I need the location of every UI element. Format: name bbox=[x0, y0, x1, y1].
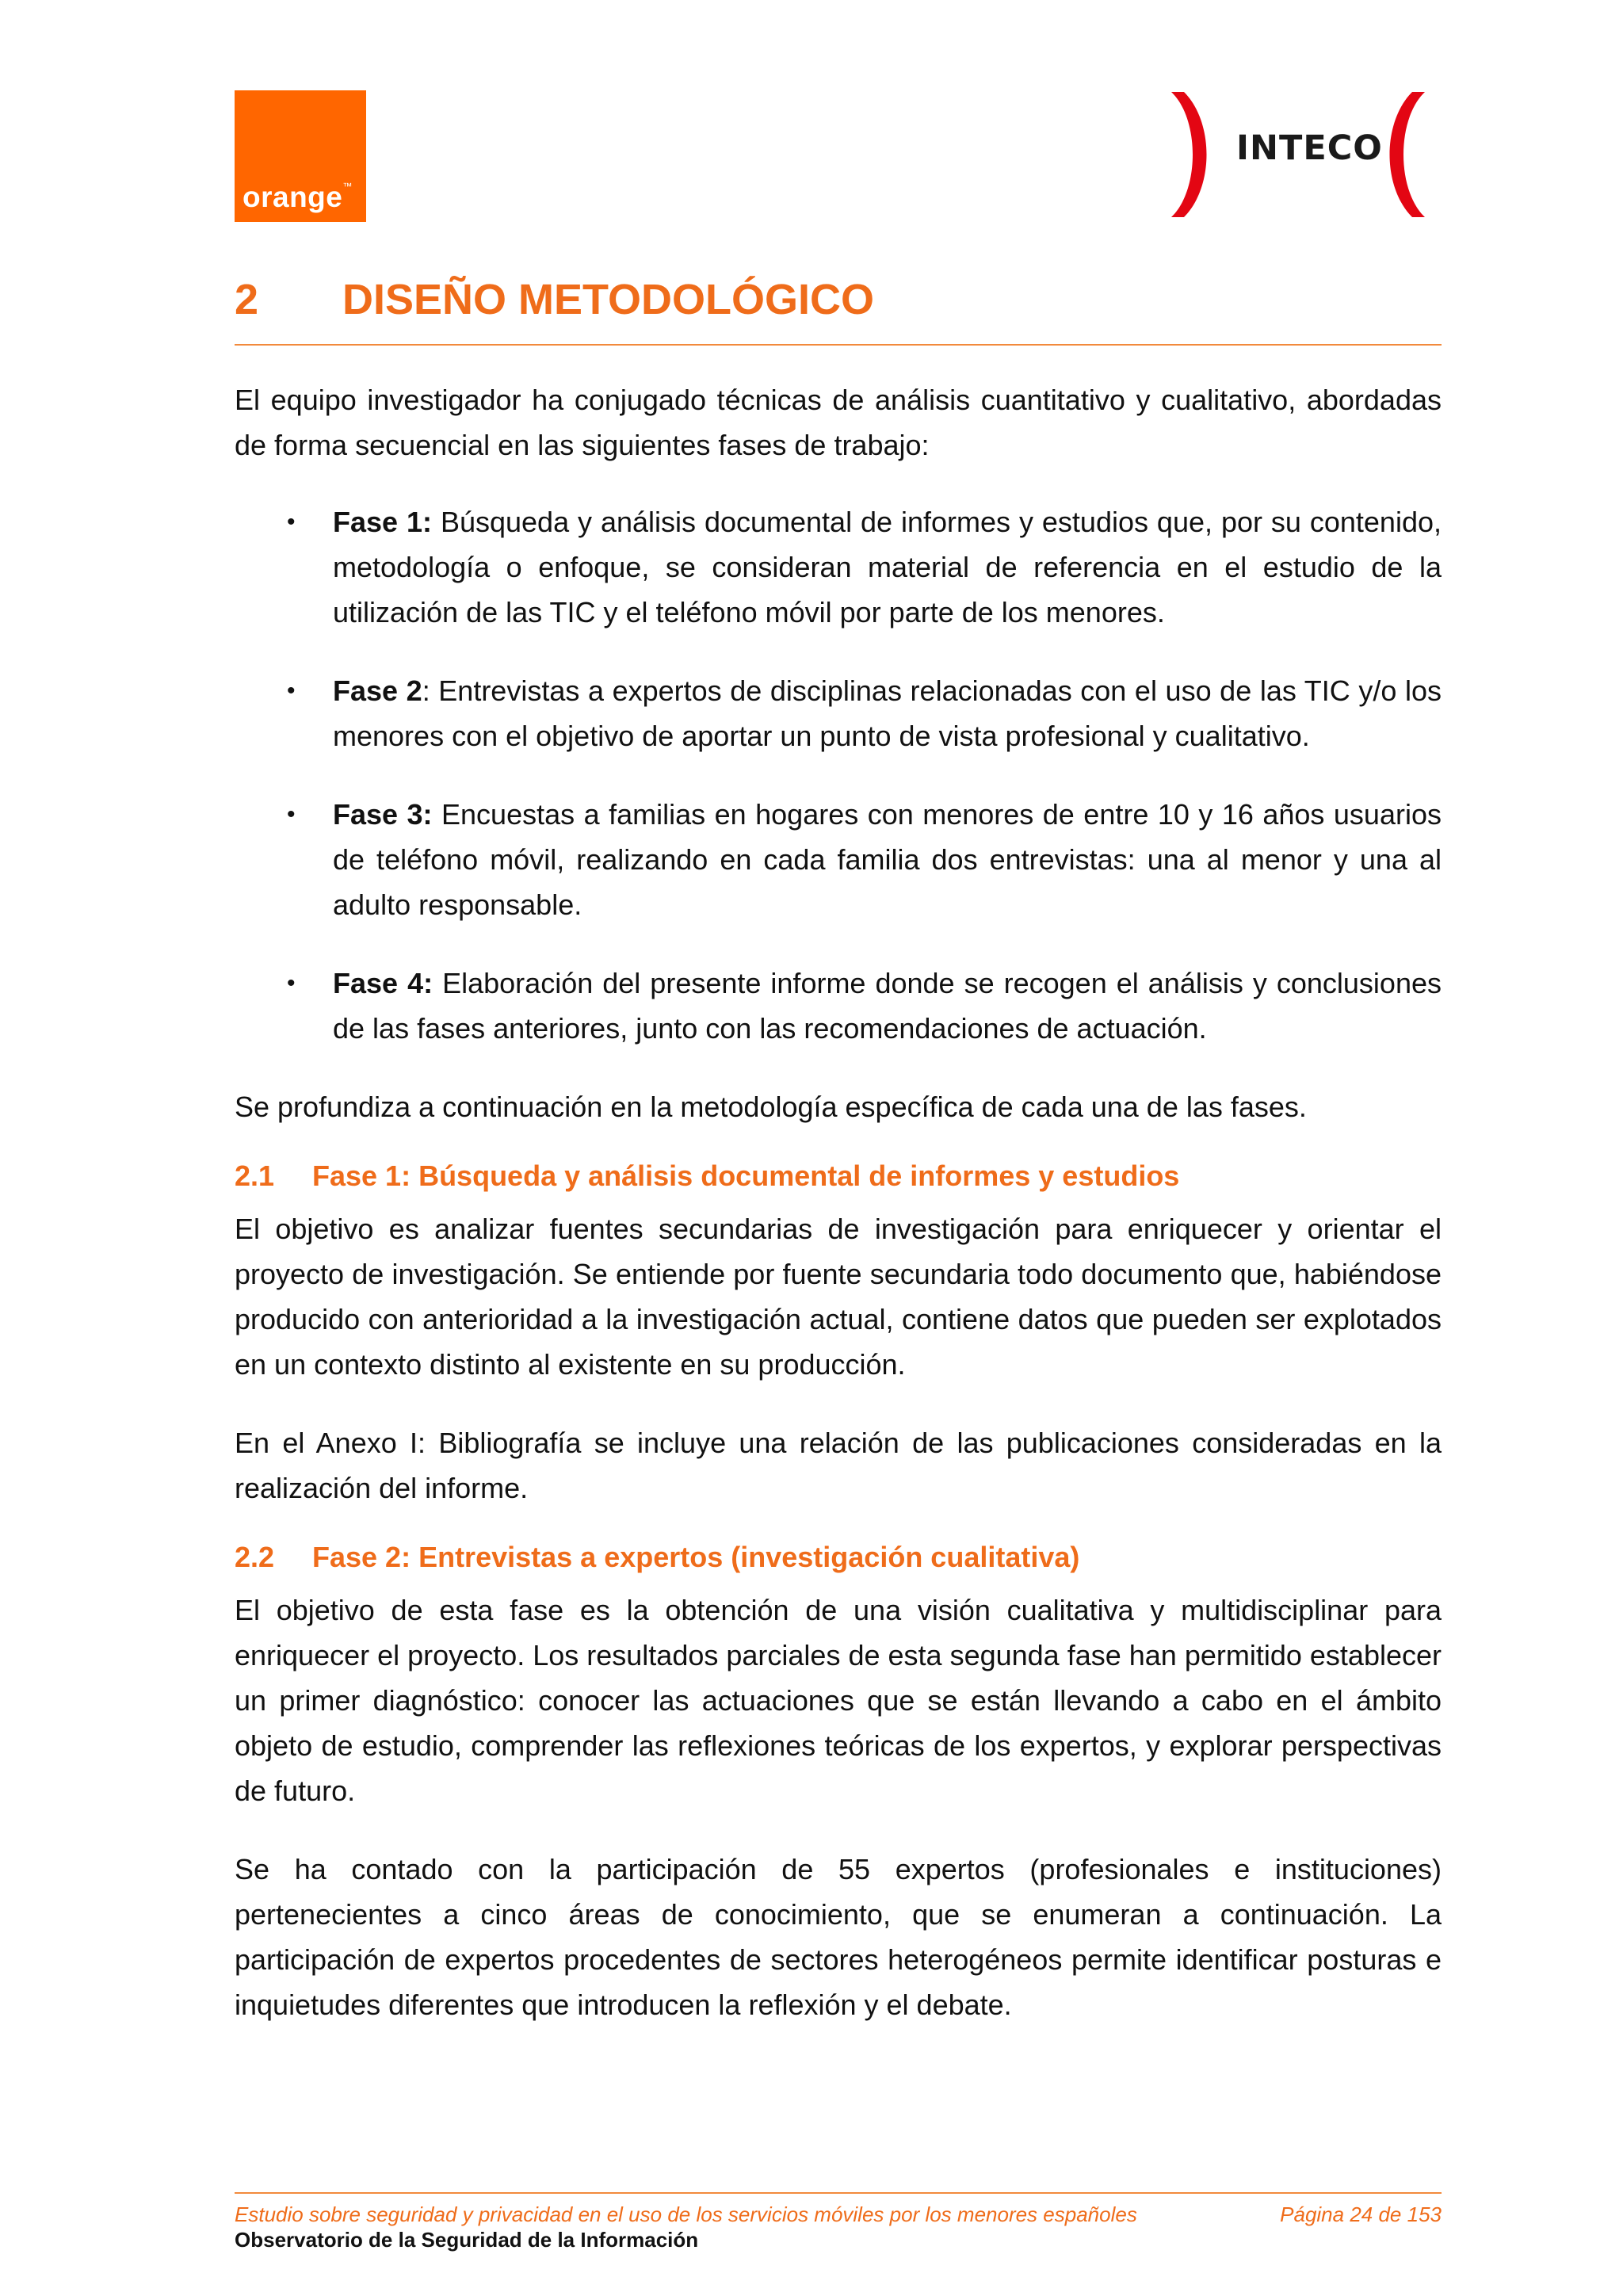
section-closing: Se profundiza a continuación en la metodología específica de cada una de las fases. bbox=[235, 1091, 1307, 1123]
section-number: 2 bbox=[235, 276, 259, 323]
main-content bbox=[235, 266, 1442, 2027]
inteco-logo bbox=[1154, 87, 1447, 222]
subsection-heading-2-1 bbox=[235, 1153, 1442, 1198]
page-number: Página 24 de 153 bbox=[1280, 2202, 1442, 2226]
footer-study-title: Estudio sobre seguridad y privacidad en el uso de los servicios móviles por los menores españoles bbox=[235, 2202, 1137, 2226]
inteco-logo-text: INTECO bbox=[1236, 128, 1383, 168]
subsection-title: Fase 1: Búsqueda y análisis documental de informes y estudios bbox=[312, 1159, 1180, 1192]
list-item bbox=[235, 792, 1442, 927]
subsection-title: Fase 2: Entrevistas a expertos (investigación cualitativa) bbox=[312, 1541, 1080, 1573]
phase-text: Búsqueda y análisis documental de informes y estudios que, por su contenido, metodología o enfoque, se consideran material de referencia en el estudio de la utilización de las TIC y el teléfono móvil por parte de los menores. bbox=[333, 506, 1442, 628]
orange-logo bbox=[235, 90, 366, 222]
subsection-number: 2.2 bbox=[235, 1541, 275, 1573]
subsection-number: 2.1 bbox=[235, 1159, 275, 1192]
section-heading bbox=[235, 266, 1442, 333]
bullet-icon: • bbox=[287, 970, 296, 996]
heading-divider bbox=[235, 344, 1442, 346]
paragraph: En el Anexo I: Bibliografía se incluye una relación de las publicaciones consideradas en la realización del informe. bbox=[235, 1427, 1442, 1504]
section-title: DISEÑO METODOLÓGICO bbox=[342, 276, 875, 323]
bullet-icon: • bbox=[287, 678, 296, 704]
list-item bbox=[235, 668, 1442, 758]
footer-divider bbox=[235, 2192, 1442, 2194]
bullet-icon: • bbox=[287, 801, 296, 827]
page-footer bbox=[235, 2192, 1442, 2252]
paragraph: Se ha contado con la participación de 55 expertos (profesionales e instituciones) pertenecientes a cinco áreas de conocimiento, que se enumeran a continuación. La participación de expertos procedentes de sectores heterogéneos permite identificar posturas e inquietudes diferentes que introducen la reflexión y el debate. bbox=[235, 1853, 1442, 2021]
list-item bbox=[235, 499, 1442, 635]
phase-text: : Entrevistas a expertos de disciplinas relacionadas con el uso de las TIC y/o los menores con el objetivo de aportar un punto de vista profesional y cualitativo. bbox=[333, 674, 1442, 752]
phase-text: Encuestas a familias en hogares con menores de entre 10 y 16 años usuarios de teléfono móvil, realizando en cada familia dos entrevistas: una al menor y una al adulto responsable. bbox=[333, 798, 1442, 921]
paragraph: El objetivo de esta fase es la obtención de una visión cualitativa y multidisciplinar para enriquecer el proyecto. Los resultados parciales de esta segunda fase han permitido establecer un primer diagnóstico: conocer las actuaciones que se están llevando a cabo en el ámbito objeto de estudio, comprender las reflexiones teóricas de los expertos, y explorar perspectivas de futuro. bbox=[235, 1594, 1442, 1807]
bullet-icon: • bbox=[287, 509, 296, 535]
phase-label: Fase 4: bbox=[333, 967, 433, 999]
phase-label: Fase 2 bbox=[333, 674, 422, 707]
phase-text: Elaboración del presente informe donde se recogen el análisis y conclusiones de las fases anteriores, junto con las recomendaciones de actuación. bbox=[333, 967, 1442, 1045]
phase-label: Fase 1: bbox=[333, 506, 433, 538]
section-intro: El equipo investigador ha conjugado técnicas de análisis cuantitativo y cualitativo, abordadas de forma secuencial en las siguientes fases de trabajo: bbox=[235, 384, 1442, 461]
list-item bbox=[235, 961, 1442, 1051]
phase-list bbox=[235, 499, 1442, 1051]
subsection-heading-2-2 bbox=[235, 1534, 1442, 1580]
phase-label: Fase 3: bbox=[333, 798, 433, 831]
paragraph: El objetivo es analizar fuentes secundarias de investigación para enriquecer y orientar el proyecto de investigación. Se entiende por fuente secundaria todo documento que, habiéndose producido con anterioridad a la investigación actual, contiene datos que pueden ser explotados en un contexto distinto al existente en su producción. bbox=[235, 1213, 1442, 1381]
orange-logo-text: orange™ bbox=[242, 181, 353, 213]
footer-organization: Observatorio de la Seguridad de la Información bbox=[235, 2228, 699, 2252]
